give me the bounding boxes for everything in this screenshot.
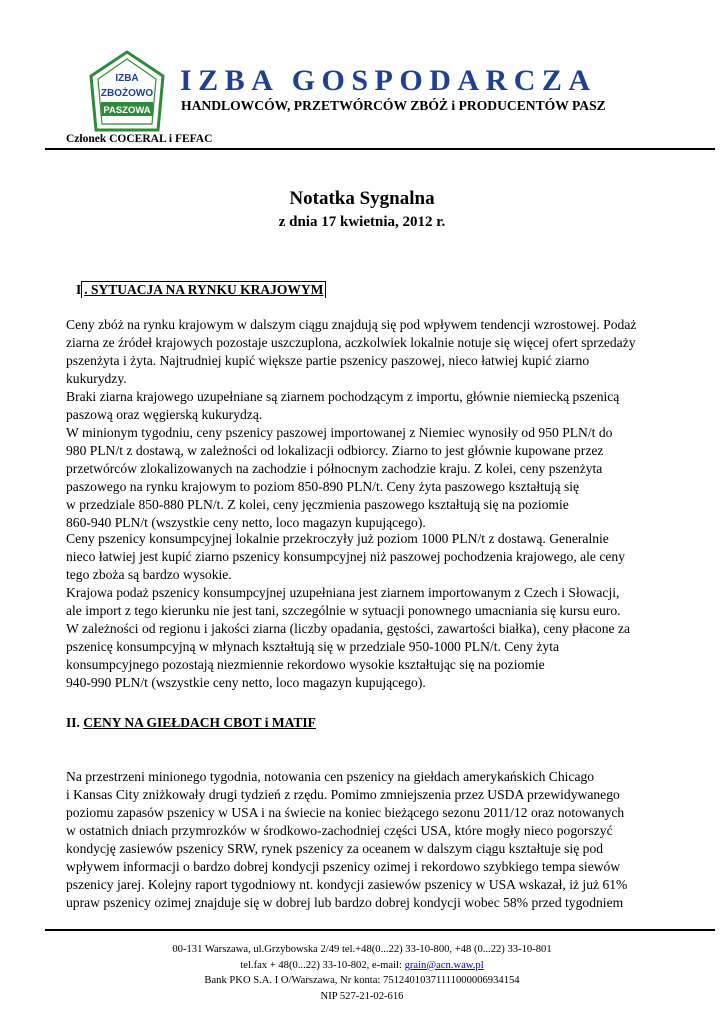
text-line: ale import z tego kierunku nie jest tani, szczególnie w sytuacji ponownego umacniania się kursu euro. <box>66 603 621 618</box>
text-line: upraw pszenicy ozimej znajduje się w dobrej lub bardzo dobrej kondycji wobec 58% przed tygodniem <box>66 895 624 910</box>
izba-zbozowo-paszowa-logo <box>88 50 166 132</box>
section-1-number: I <box>76 282 82 297</box>
org-name: IZBA GOSPODARCZA <box>180 64 597 97</box>
text-line: Ceny pszenicy konsumpcyjnej lokalnie przekroczyły już poziom 1000 PLN/t z dostawą. Generalnie <box>66 531 609 546</box>
text-line: tego zboża są bardzo wysokie. <box>66 567 232 582</box>
footer-bank: Bank PKO S.A. I O/Warszawa, Nr konta: 75124010371111000006934154 <box>204 975 520 986</box>
footer-divider <box>45 929 715 931</box>
footer-fax: tel.fax + 48(0...22) 33-10-802, e-mail: <box>240 959 405 971</box>
text-line: Krajowa podaż pszenicy konsumpcyjnej uzupełniana jest ziarnem importowanym z Czech i Słowacji, <box>66 585 620 600</box>
email-link[interactable]: grain@acn.waw.pl <box>404 959 484 971</box>
section-1-heading <box>76 281 326 298</box>
membership-note: Członek COCERAL i FEFAC <box>66 133 213 145</box>
footer <box>0 942 724 1004</box>
text-line: W zależności od regionu i jakości ziarna (liczby opadania, gęstości, zawartości białka), ceny płacone za <box>66 621 631 636</box>
text-line: Braki ziarna krajowego uzupełniane są ziarnem pochodzącym z importu, głównie niemiecką pszenicą <box>66 389 620 404</box>
text-line: W minionym tygodniu, ceny pszenicy paszowej importowanej z Niemiec wynosiły od 950 PLN/t do <box>66 425 613 440</box>
logo-line-2: ZBOŻOWO <box>100 88 154 99</box>
text-line: paszową oraz węgierską kukurydzą. <box>66 407 263 422</box>
section-2-number: II. <box>66 715 80 730</box>
text-line: pszenicę konsumpcyjną w młynach kształtują się w przedziale 950-1000 PLN/t. Ceny żyta <box>66 639 560 654</box>
text-line: kondycję zasiewów pszenicy SRW, rynek pszenicy za oceanem w dalszym ciągu kształtuje się pod <box>66 841 604 856</box>
text-line: Ceny zbóż na rynku krajowym w dalszym ciągu znajdują się pod wpływem tendencji wzrostowej. Podaż <box>66 317 637 332</box>
footer-address: 00-131 Warszawa, ul.Grzybowska 2/49 tel.+48(0...22) 33-10-800, +48 (0...22) 33-10-801 <box>172 944 552 955</box>
section-1-paragraph-1 <box>66 316 696 532</box>
footer-nip: NIP 527-21-02-616 <box>320 990 404 1002</box>
text-line: pszenżyta i żyta. Najtrudniej kupić większe partie pszenicy paszowej, nieco łatwiej kupić ziarno <box>66 353 590 368</box>
org-subtitle: HANDLOWCÓW, PRZETWÓRCÓW ZBÓŻ i PRODUCENTÓW PASZ <box>181 98 606 113</box>
header-divider <box>45 148 715 150</box>
text-line: w ostatnich dniach przymrozków w środkowo-zachodniej części USA, które mogły nieco pogorszyć <box>66 823 613 838</box>
logo-line-3: PASZOWA <box>103 105 151 116</box>
text-line: paszowego na rynku krajowym to poziom 850-890 PLN/t. Ceny żyta paszowego kształtują się <box>66 479 580 494</box>
text-line: 860-940 PLN/t (wszystkie ceny netto, loco magazyn kupującego). <box>66 515 426 530</box>
logo-line-1: IZBA <box>115 73 139 84</box>
text-line: przetwórców zlokalizowanych na zachodzie i północnym zachodzie kraju. Z kolei, ceny pszenżyta <box>66 461 603 476</box>
section-2-heading <box>66 715 316 731</box>
text-line: kukurydzy. <box>66 371 127 386</box>
section-2-paragraph-1 <box>66 768 696 912</box>
text-line: ziarna ze źródeł krajowych pozostaje uszczuplona, aczkolwiek lokalnie notuje się więcej ofert sprzedaży <box>66 335 636 350</box>
text-line: i Kansas City zniżkowały drugi tydzień z rzędu. Pomimo zmniejszenia przez USDA przewidywanego <box>66 787 620 802</box>
document-date: z dnia 17 kwietnia, 2012 r. <box>278 214 446 230</box>
document-title: Notatka Sygnalna <box>289 188 435 209</box>
text-line: pszenicy jarej. Kolejny raport tygodniowy nt. kondycji zasiewów pszenicy w USA wskazał, iż już 61% <box>66 877 628 892</box>
text-line: nieco łatwiej jest kupić ziarno pszenicy konsumpcyjnej niż paszowej pochodzenia krajowego, ale ceny <box>66 549 626 564</box>
footer-fax-email <box>0 958 724 974</box>
text-line: w przedziale 850-880 PLN/t. Z kolei, ceny jęczmienia paszowego kształtują się na poziomie <box>66 497 569 512</box>
text-line: wpływem informacji o bardzo dobrej kondycji pszenicy ozimej i rekordowo szybkiego tempa siewów <box>66 859 621 874</box>
text-line: konsumpcyjnego pozostają niezmiennie rekordowo wysokie kształtując się na poziomie <box>66 657 545 672</box>
section-2-title: CENY NA GIEŁDACH CBOT i MATIF <box>83 715 316 730</box>
section-1-paragraph-2 <box>66 530 696 692</box>
text-line: 940-990 PLN/t (wszystkie ceny netto, loco magazyn kupującego). <box>66 675 426 690</box>
section-1-title: . SYTUACJA NA RYNKU KRAJOWYM <box>81 281 326 298</box>
text-line: poziomu zapasów pszenicy w USA i na świecie na koniec bieżącego sezonu 2011/12 oraz notowanych <box>66 805 625 820</box>
text-line: Na przestrzeni minionego tygodnia, notowania cen pszenicy na giełdach amerykańskich Chicago <box>66 769 595 784</box>
text-line: 980 PLN/t z dostawą, w zależności od lokalizacji odbiorcy. Ziarno to jest głównie kupowane przez <box>66 443 604 458</box>
